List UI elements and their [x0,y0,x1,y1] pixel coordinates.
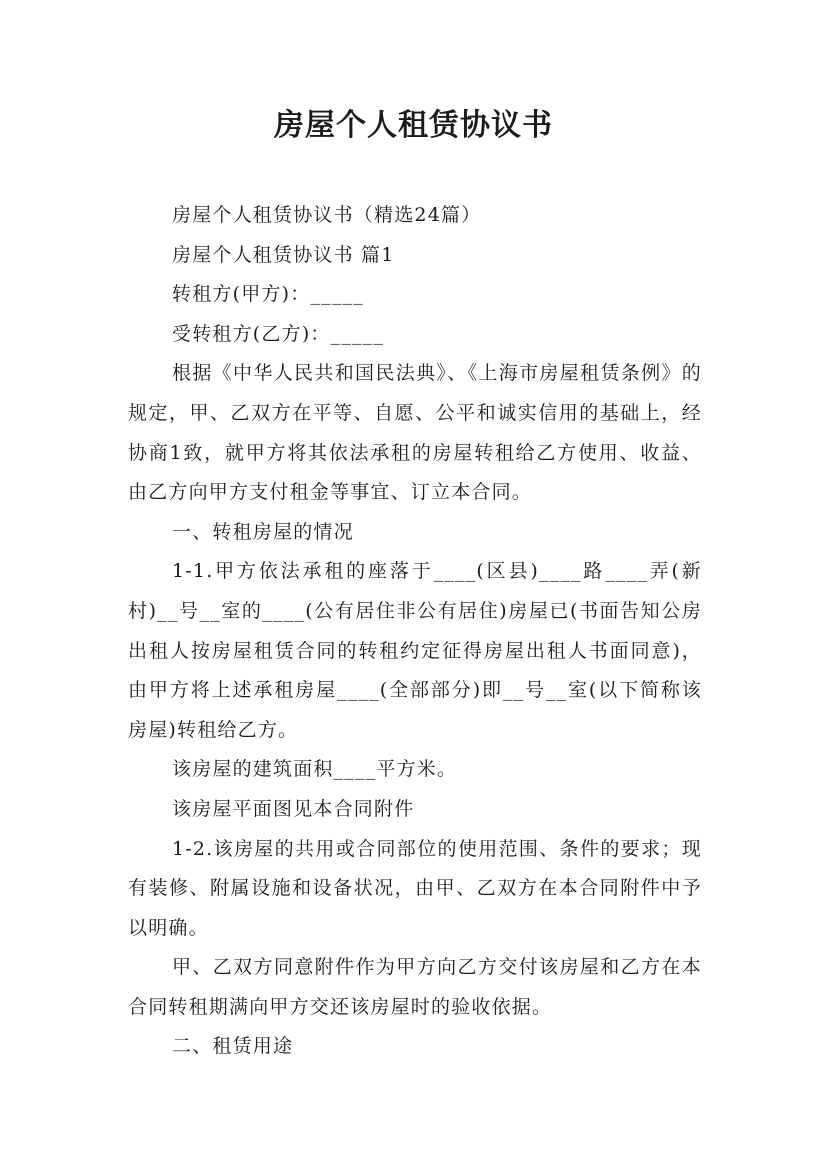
paragraph-preamble: 根据《中华人民共和国民法典》、《上海市房屋租赁条例》的规定，甲、乙双方在平等、自愿、公平和诚实信用的基础上，经协商1致，就甲方将其依法承租的房屋转租给乙方使用、收益、由乙方向甲方支付租金等事宜、订立本合同。 [128,362,702,504]
paragraph-section-heading: 房屋个人租赁协议书 篇1 [172,243,395,266]
document-body [128,196,702,1067]
paragraph-area: 该房屋的建筑面积____平方米。 [172,758,458,781]
document-title: 房屋个人租赁协议书 [274,108,553,143]
paragraph-party-b: 受转租方(乙方)：_____ [172,322,385,345]
paragraph-clause-1-2: 1-2.该房屋的共用或合同部位的使用范围、条件的要求；现有装修、附属设施和设备状况，由甲、乙双方在本合同附件中予以明确。 [128,837,702,939]
paragraph-clause-1-1: 1-1.甲方依法承租的座落于____(区县)____路____弄(新村)__号__室的____(公有居住非公有居住)房屋已(书面告知公房出租人按房屋租赁合同的转租约定征得房屋出租人书面同意)，由甲方将上述承租房屋____(全部部分)即__号__室(以下简称该房屋)转租给乙方。 [128,560,702,741]
paragraph-party-a: 转租方(甲方)：_____ [172,283,364,306]
paragraph-acceptance: 甲、乙双方同意附件作为甲方向乙方交付该房屋和乙方在本合同转租期满向甲方交还该房屋时的验收依据。 [128,956,702,1018]
paragraph-floorplan: 该房屋平面图见本合同附件 [172,797,415,820]
paragraph-heading-2: 二、租赁用途 [172,1035,294,1058]
paragraph-heading-1: 一、转租房屋的情况 [172,520,354,543]
paragraph-subtitle: 房屋个人租赁协议书（精选24篇） [172,204,482,226]
